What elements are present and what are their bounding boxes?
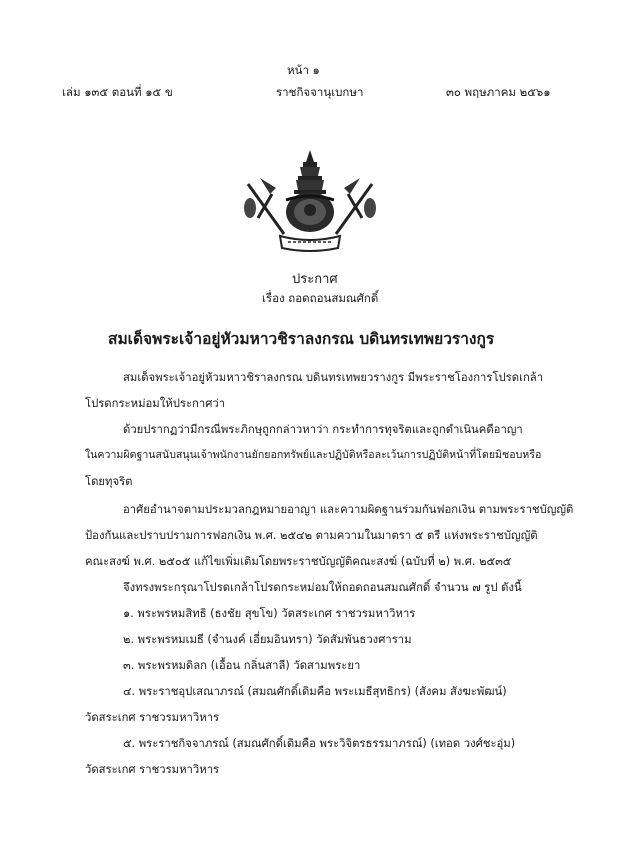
paragraph-line: ด้วยปรากฏว่ามีกรณีพระภิกษุถูกกล่าวหาว่า กระทำการทุจริตและถูกดำเนินคดีอาญา (123, 423, 523, 436)
paragraph-line: อาศัยอำนาจตามประมวลกฎหมายอาญา และความผิดฐานร่วมกันฟอกเงิน ตามพระราชบัญญัติ (123, 503, 574, 516)
list-item: ๒. พระพรหมเมธี (จำนงค์ เอี่ยมอินทรา) วัดสัมพันธวงศาราม (123, 633, 412, 646)
gazette-name: ราชกิจจานุเบกษา (276, 85, 364, 99)
page-number: หน้า ๑ (287, 63, 320, 77)
king-name-title: สมเด็จพระเจ้าอยู่หัวมหาวชิราลงกรณ บดินทรเทพยวรางกูร (108, 330, 495, 348)
paragraph-line: โปรดกระหม่อมให้ประกาศว่า (85, 397, 226, 410)
list-item: ๑. พระพรหมสิทธิ (ธงชัย สุขโข) วัดสระเกศ ราชวรมหาวิหาร (123, 607, 416, 620)
document-type-heading: ประกาศ (292, 272, 338, 287)
paragraph-line: คณะสงฆ์ พ.ศ. ๒๕๐๕ แก้ไขเพิ่มเติมโดยพระราชบัญญัติคณะสงฆ์ (ฉบับที่ ๒) พ.ศ. ๒๕๓๕ (85, 555, 512, 568)
paragraph-line: ป้องกันและปราบปรามการฟอกเงิน พ.ศ. ๒๕๔๒ ตามความในมาตรา ๕ ตรี แห่งพระราชบัญญัติ (85, 529, 538, 542)
publication-date: ๓๐ พฤษภาคม ๒๕๖๑ (446, 85, 551, 99)
subject-line: เรื่อง ถอดถอนสมณศักดิ์ (262, 291, 379, 305)
paragraph-line: จึงทรงพระกรุณาโปรดเกล้าโปรดกระหม่อมให้ถอดถอนสมณศักดิ์ จำนวน ๗ รูป ดังนี้ (123, 581, 522, 594)
list-item: ๔. พระราชอุปเสณาภรณ์ (สมณศักดิ์เดิมคือ พระเมธีสุทธิกร) (สังคม สังฆะพัฒน์) (123, 685, 507, 698)
list-item: ๓. พระพรหมดิลก (เอื้อน กลิ่นสาลี) วัดสามพระยา (123, 659, 361, 672)
list-item-continuation: วัดสระเกศ ราชวรมหาวิหาร (85, 763, 220, 776)
royal-emblem-icon (240, 148, 380, 260)
list-item-continuation: วัดสระเกศ ราชวรมหาวิหาร (85, 711, 220, 724)
paragraph-line: โดยทุจริต (85, 475, 133, 488)
paragraph-line: สมเด็จพระเจ้าอยู่หัวมหาวชิราลงกรณ บดินทรเทพยวรางกูร มีพระราชโองการโปรดเกล้า (123, 371, 544, 384)
list-item: ๕. พระราชกิจจาภรณ์ (สมณศักดิ์เดิมคือ พระวิจิตรธรรมาภรณ์) (เทอด วงศ์ชะอุ่ม) (123, 737, 516, 750)
paragraph-line: ในความผิดฐานสนับสนุนเจ้าพนักงานยักยอกทรัพย์และปฏิบัติหรือละเว้นการปฏิบัติหน้าที่โดยมิชอบหรือ (85, 449, 542, 461)
volume-issue: เล่ม ๑๓๕ ตอนที่ ๑๕ ข (62, 85, 173, 99)
